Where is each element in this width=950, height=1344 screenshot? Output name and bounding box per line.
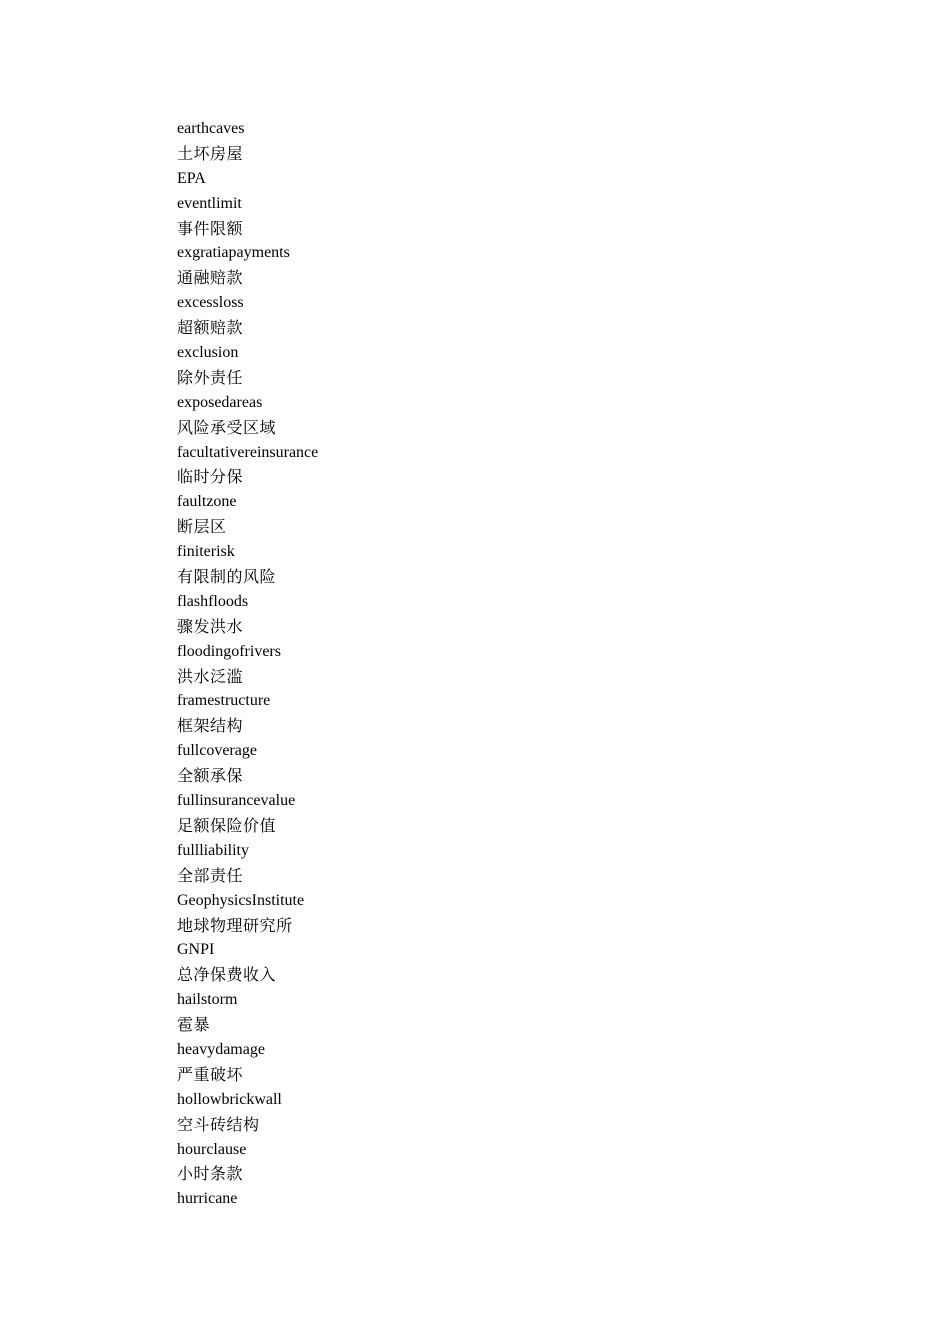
term-en: exgratiapayments — [177, 244, 290, 262]
term-en: framestructure — [177, 692, 271, 710]
term-en: GNPI — [177, 941, 215, 959]
term-zh: 通融赔款 — [177, 268, 244, 288]
term-zh: 风险承受区域 — [177, 417, 277, 437]
term-en: flashfloods — [177, 592, 249, 610]
term-en: earthcaves — [177, 120, 245, 137]
term-zh: 足额保险价值 — [177, 815, 277, 835]
term-en: fullcoverage — [177, 742, 257, 760]
term-zh: 雹暴 — [177, 1015, 211, 1035]
term-en: fullliability — [177, 841, 249, 859]
term-zh: 框架结构 — [177, 716, 244, 736]
term-zh: 全额承保 — [177, 766, 244, 786]
term-zh: 空斗砖结构 — [177, 1114, 260, 1134]
term-en: hourclause — [177, 1140, 247, 1158]
term-zh: 小时条款 — [177, 1164, 244, 1184]
term-zh: 地球物理研究所 — [177, 915, 293, 935]
term-en: EPA — [177, 169, 206, 187]
term-en: GeophysicsInstitute — [177, 891, 305, 909]
term-zh: 事件限额 — [177, 218, 244, 238]
term-en: facultativereinsurance — [177, 443, 319, 461]
term-en: heavydamage — [177, 1040, 265, 1058]
term-en: finiterisk — [177, 543, 235, 561]
term-en: hollowbrickwall — [177, 1090, 282, 1108]
term-zh: 全部责任 — [177, 865, 244, 885]
term-zh: 断层区 — [177, 517, 227, 537]
term-zh: 有限制的风险 — [177, 567, 277, 587]
term-en: exclusion — [177, 344, 239, 362]
term-zh: 超额赔款 — [177, 318, 244, 338]
glossary-list — [177, 117, 318, 1212]
term-zh: 总净保费收入 — [177, 965, 277, 985]
term-zh: 土坏房屋 — [177, 143, 244, 163]
term-en: floodingofrivers — [177, 642, 281, 660]
term-en: eventlimit — [177, 194, 242, 212]
term-en: hailstorm — [177, 991, 238, 1009]
term-zh: 洪水泛滥 — [177, 666, 244, 686]
term-zh: 严重破坏 — [177, 1064, 244, 1084]
term-en: faultzone — [177, 493, 237, 511]
term-zh: 除外责任 — [177, 367, 244, 387]
term-en: excessloss — [177, 294, 244, 312]
term-en: hurricane — [177, 1190, 238, 1208]
term-en: fullinsurancevalue — [177, 792, 296, 810]
term-zh: 骤发洪水 — [177, 616, 244, 636]
term-en: exposedareas — [177, 393, 263, 411]
term-zh: 临时分保 — [177, 467, 244, 487]
